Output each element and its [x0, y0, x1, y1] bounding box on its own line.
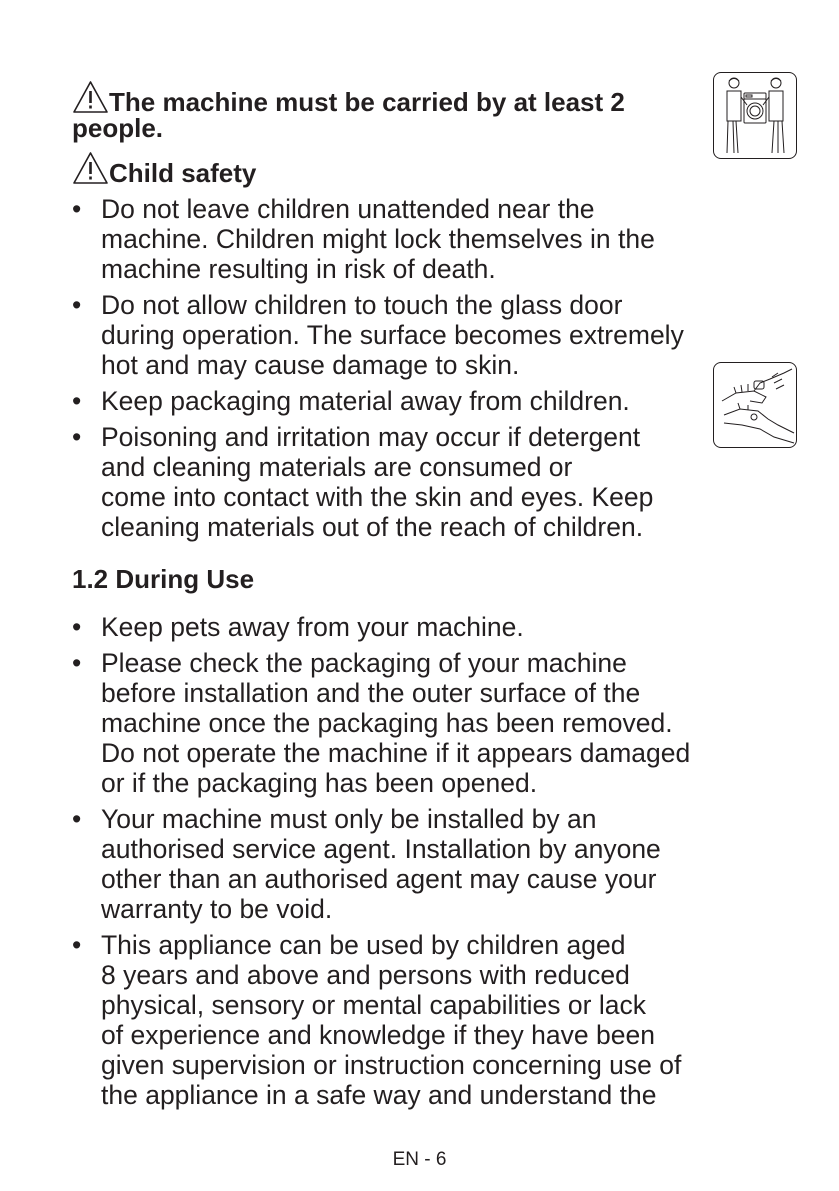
bullet-dot: • [72, 422, 82, 452]
list-item-text: Poisoning and irritation may occur if detergent and cleaning materials are consumed or come into contact with the skin and eyes. Keep cleaning materials out of the reach of children. [101, 422, 654, 542]
list-item [72, 930, 690, 1110]
bullet-dot: • [72, 804, 82, 834]
bullet-dot: • [72, 930, 82, 960]
hand-illustration-drawing [714, 363, 796, 447]
list-item-text: Do not allow children to touch the glass door during operation. The surface becomes extremely hot and may cause damage to skin. [101, 290, 684, 380]
list-item [72, 612, 690, 642]
page-number: EN - 6 [392, 1149, 447, 1170]
list-item [72, 386, 684, 416]
child-safety-heading-text: Child safety [109, 158, 257, 188]
carry-warning-heading-line2: people. [72, 113, 164, 143]
list-item [72, 290, 684, 380]
carry-illustration-drawing [714, 73, 796, 158]
bullet-dot: • [72, 290, 82, 320]
list-item [72, 422, 684, 542]
bullet-dot: • [72, 194, 82, 224]
during-use-list [72, 612, 690, 1116]
list-item-text: Keep pets away from your machine. [101, 612, 524, 642]
child-safety-heading [72, 151, 256, 189]
list-item-text: Do not leave children unattended near the machine. Children might lock themselves in the machine resulting in risk of death. [101, 194, 655, 284]
list-item-text: Please check the packaging of your machine before installation and the outer surface of the machine once the packaging has been removed. Do not operate the machine if it appears damaged or if the packaging has been opened. [101, 648, 691, 798]
list-item-text: This appliance can be used by children aged 8 years and above and persons with reduced physical, sensory or mental capabilities or lack of experience and knowledge if they have been given supervision or instruction concerning use of the appliance in a safe way and understand the [101, 930, 682, 1110]
hand-with-detergent-illustration [713, 362, 797, 448]
warning-triangle-icon [72, 80, 109, 114]
bullet-dot: • [72, 386, 82, 416]
list-item [72, 804, 690, 924]
list-item-text: Your machine must only be installed by an authorised service agent. Installation by anyone other than an authorised agent may cause your warranty to be void. [101, 804, 661, 924]
warning-triangle-icon [72, 151, 109, 185]
bullet-dot: • [72, 648, 82, 678]
list-item [72, 648, 690, 798]
carry-warning-text-line1: The machine must be carried by at least 2 [109, 87, 625, 117]
bullet-dot: • [72, 612, 82, 642]
list-item-text: Keep packaging material away from children. [101, 386, 630, 416]
list-item [72, 194, 684, 284]
two-people-carrying-machine-illustration [713, 72, 797, 159]
child-safety-list [72, 194, 684, 548]
during-use-heading: 1.2 During Use [72, 564, 255, 594]
